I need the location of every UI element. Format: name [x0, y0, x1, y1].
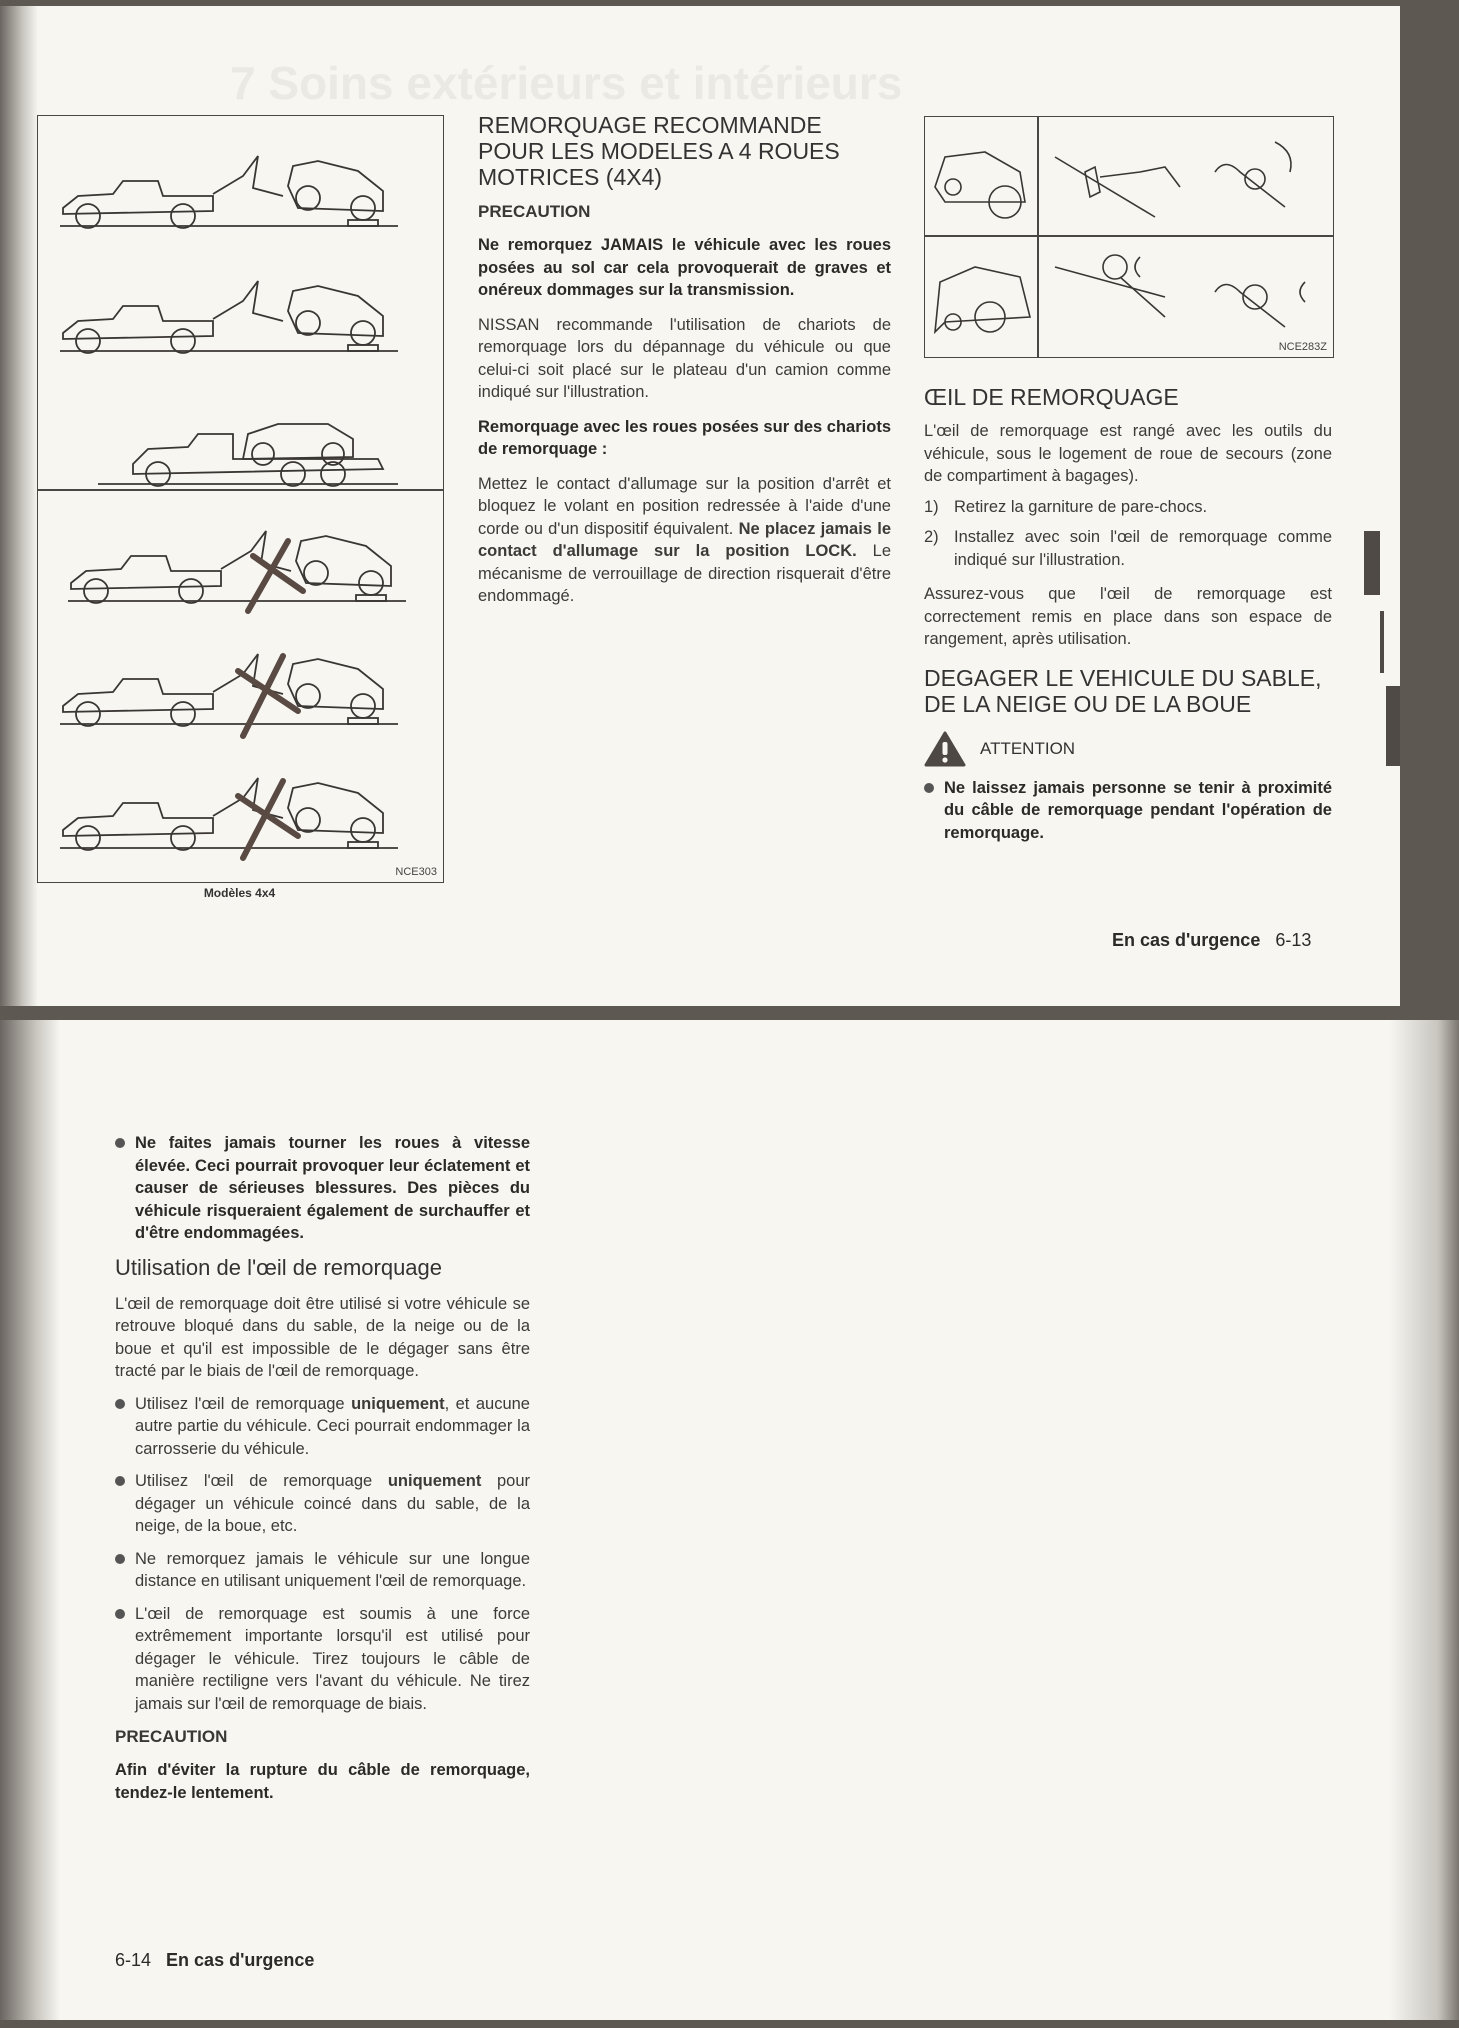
page-gutter-shadow: [0, 6, 38, 1006]
usage-bullet: [115, 1603, 530, 1716]
recommended-towing-section: [478, 112, 891, 608]
page-footer: [115, 1950, 314, 1971]
bullet-text: L'œil de remorquage est soumis à une force extrêmement importante lorsqu'il est utilisé pour dégager le véhicule. Tirez toujours le câble de manière rectiligne vers l'avant du véhicule. Ne tirez jamais sur l'œil de remorquage de biais.: [135, 1604, 530, 1713]
precaution-text: Afin d'éviter la rupture du câble de remorquage, tendez-le lentement.: [115, 1761, 530, 1802]
page-6-13: [0, 6, 1400, 1006]
chapter-tab: [1364, 531, 1380, 595]
lock-warning: Ne placez jamais le contact d'allumage sur la position LOCK.: [478, 519, 891, 560]
usage-bullet: [115, 1548, 530, 1593]
usage-heading: Utilisation de l'œil de remorquage: [115, 1254, 443, 1280]
section-heading: REMORQUAGE RECOMMANDE POUR LES MODELES A 4 ROUES MOTRICES (4X4): [478, 112, 840, 190]
figure-code: NCE303: [395, 866, 437, 878]
bullet-text: Ne laissez jamais personne se tenir à proximité du câble de remorquage pendant l'opération de remorquage.: [944, 778, 1332, 842]
usage-bullet: [115, 1470, 530, 1538]
towing-methods-figure: [37, 115, 444, 883]
tow-eye-installation-figure: [924, 116, 1334, 358]
bleed-through-header: 7 Soins extérieurs et intérieurs: [230, 57, 903, 109]
usage-intro: L'œil de remorquage doit être utilisé si votre véhicule se retrouve bloqué dans du sable, de la neige ou de la boue et qu'il est impossible de le dégager sans être tracté par le biais de l'œil de remorquage.: [115, 1294, 530, 1380]
usage-bullet: [115, 1393, 530, 1461]
bullet-text: Ne faites jamais tourner les roues à vitesse élevée. Ceci pourrait provoquer leur éclatement et causer de sérieuses blessures. Des pièces du véhicule risqueraient également de surchauffer et d'être endommagées.: [135, 1134, 530, 1242]
tow-eye-heading: ŒIL DE REMORQUAGE: [924, 384, 1179, 410]
step-2: [924, 526, 1332, 571]
figure-divider-h: [925, 235, 1333, 237]
towing-illustrations: [38, 116, 443, 882]
bullet-icon: [115, 1476, 125, 1486]
figure-code: NCE283Z: [1278, 341, 1327, 353]
bullet-text: Utilisez l'œil de remorquage uniquement pour dégager un véhicule coincé dans du sable, de la neige, de la boue, etc.: [135, 1472, 531, 1535]
bullet-text: Ne remorquez jamais le véhicule sur une longue distance en utilisant uniquement l'œil de remorquage.: [135, 1549, 530, 1590]
step-number: 1): [924, 497, 939, 516]
warning-bullet: [115, 1132, 530, 1245]
tow-eye-storage-reminder: Assurez-vous que l'œil de remorquage est correctement remis en place dans son espace de rangement, après utilisation.: [924, 585, 1332, 648]
attention-row: [924, 731, 1332, 767]
attention-bullet: [924, 777, 1332, 845]
bullet-icon: [115, 1554, 125, 1564]
tow-eye-section: [924, 384, 1332, 844]
step-number: 2): [924, 528, 939, 546]
nissan-recommendation: NISSAN recommande l'utilisation de chariots de remorquage lors du dépannage du véhicule ou que celui-ci soit placé sur le plateau d'un camion comme indiqué sur l'illustration.: [478, 315, 891, 401]
dolly-subheading: Remorquage avec les roues posées sur des chariots de remorquage :: [478, 417, 891, 458]
precaution-label: PRECAUTION: [478, 202, 591, 221]
tow-eye-usage-section: [115, 1132, 530, 1804]
figure-caption: Modèles 4x4: [203, 886, 276, 900]
page-edge-shadow: [1389, 1020, 1459, 2020]
step-text: Installez avec soin l'œil de remorquage comme indiqué sur l'illustration.: [954, 528, 1332, 569]
attention-label: ATTENTION: [980, 738, 1076, 758]
tow-eye-illustrations: [925, 117, 1333, 357]
bullet-text: Utilisez l'œil de remorquage uniquement, et aucune autre partie du véhicule. Ceci pourrait endommager la carrosserie du véhicule.: [135, 1394, 530, 1458]
precaution-label: PRECAUTION: [115, 1727, 228, 1746]
page-footer: [1112, 930, 1311, 951]
chapter-tab: [1386, 686, 1400, 766]
page-6-14: [0, 1020, 1459, 2020]
precaution-text: Ne remorquez JAMAIS le véhicule avec les roues posées au sol car cela provoquerait de graves et onéreux dommages sur la transmission.: [478, 236, 891, 299]
step-1: [924, 496, 1332, 519]
bullet-icon: [924, 783, 934, 793]
bullet-icon: [115, 1399, 125, 1409]
ignition-text: Mettez le contact d'allumage sur la position d'arrêt et bloquez le volant en position redressée à l'aide d'une corde ou d'un dispositif équivalent.: [478, 474, 891, 538]
tow-eye-storage: L'œil de remorquage est rangé avec les outils du véhicule, sous le logement de roue de secours (zone de compartiment à bagages).: [924, 422, 1332, 485]
footer-section: En cas d'urgence: [166, 1950, 315, 1970]
warning-triangle-icon: [924, 731, 966, 767]
step-text: Retirez la garniture de pare-chocs.: [954, 497, 1208, 516]
footer-page-number: 6-13: [1275, 930, 1312, 950]
ignition-instructions: [478, 473, 891, 608]
steering-lock-note: Le mécanisme de verrouillage de direction risquerait d'être endommagé.: [478, 542, 891, 605]
bullet-icon: [115, 1609, 125, 1619]
figure-divider-v: [1037, 117, 1039, 357]
figure-divider: [38, 489, 443, 491]
footer-section: En cas d'urgence: [1112, 930, 1261, 950]
bullet-icon: [115, 1138, 125, 1148]
chapter-tab: [1380, 611, 1384, 673]
page-gutter-shadow: [0, 1020, 60, 2020]
footer-page-number: 6-14: [115, 1950, 152, 1970]
freeing-vehicle-heading: DEGAGER LE VEHICULE DU SABLE, DE LA NEIGE OU DE LA BOUE: [924, 664, 1322, 717]
